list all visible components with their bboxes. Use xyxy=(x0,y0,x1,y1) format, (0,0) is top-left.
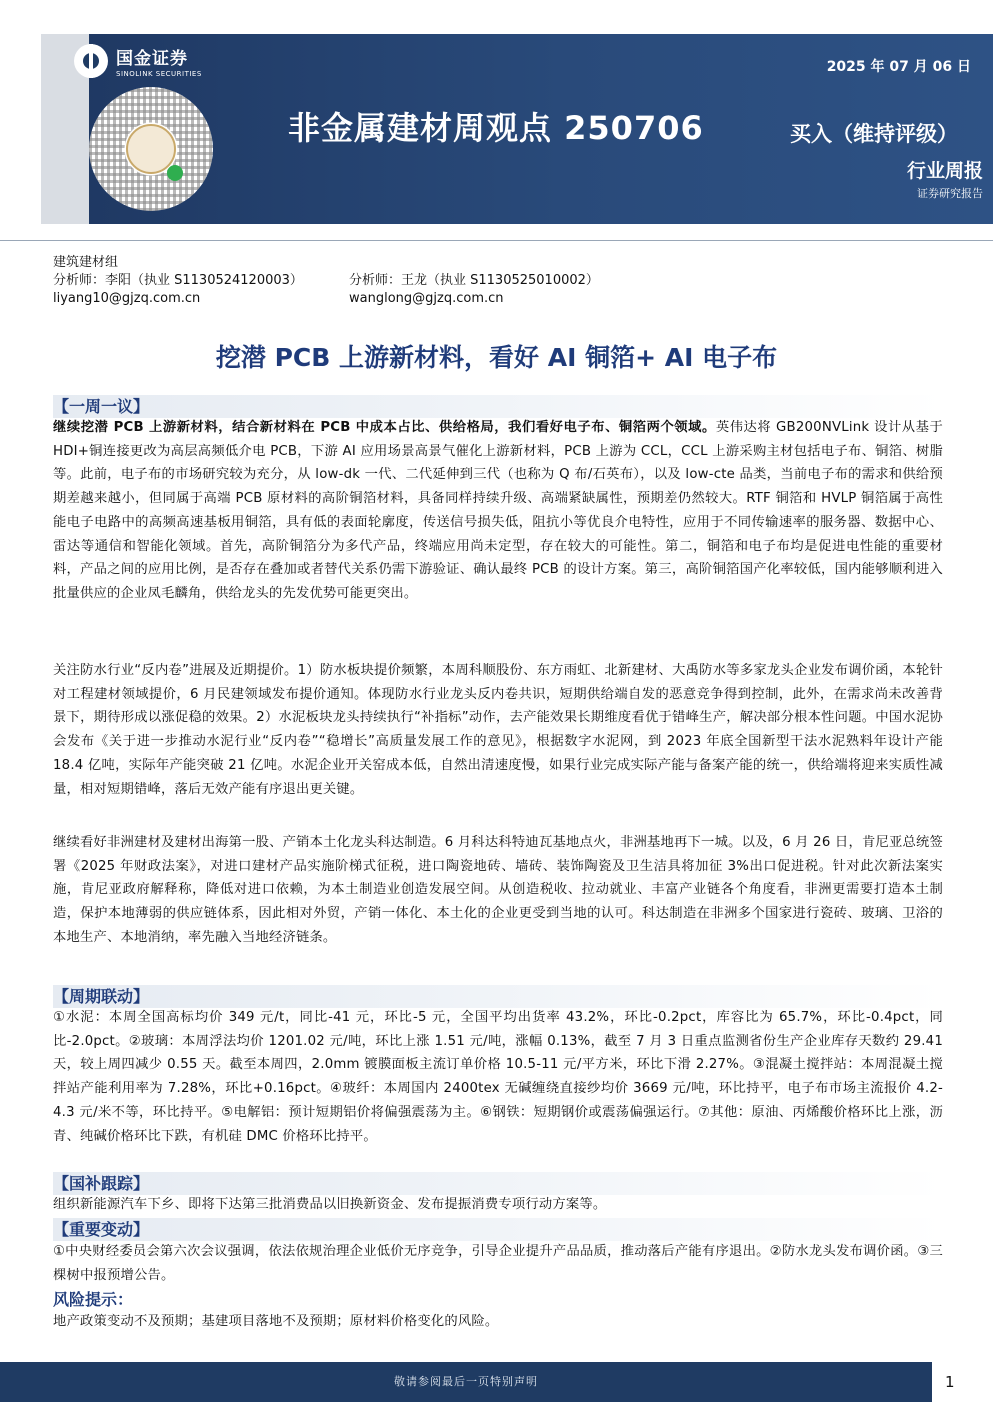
changes-paragraph: ①中央财经委员会第六次会议强调，依法依规治理企业低价无序竞争，引导企业提升产品品质，推动落后产能有序退出。②防水龙头发布调价函。③三棵树中报预增公告。 xyxy=(53,1244,943,1283)
page-number: 1 xyxy=(945,1373,955,1391)
risk-paragraph: 地产政策变动不及预期；基建项目落地不及预期；原材料价格变化的风险。 xyxy=(53,1314,499,1329)
logo-name-en: SINOLINK SECURITIES xyxy=(116,70,202,78)
weekly-paragraph-1 xyxy=(53,416,943,606)
subsidy-paragraph: 组织新能源汽车下乡、即将下达第三批消费品以旧换新资金、发布提振消费专项行动方案等。 xyxy=(53,1197,607,1212)
weekly-paragraph-2: 关注防水行业“反内卷”进展及近期提价。1）防水板块提价频繁，本周科顺股份、东方雨虹、北新建材、大禹防水等多家龙头企业发布调价函，本轮针对工程建材领域提价，6 月民建领域发布提价通知。体现防水行业龙头反内卷共识，短期供给端自发的恶意竞争得到控制，此外，在需求尚未改善背景下，期待形成以涨促稳的效果。2）水泥板块龙头持续执行“补指标”动作，去产能效果长期维度看优于错峰生产，解决部分根本性问题。中国水泥协会发布《关于进一步推动水泥行业“反内卷”“稳增长”高质量发展工作的意见》，根据数字水泥网，到 2023 年底全国新型干法水泥熟料年设计产能 18.4 亿吨，实际年产能突破 21 亿吨。水泥企业开关窑成本低，自然出清速度慢，如果行业完成实际产能与备案产能的统一，供给端将迎来实质性减量，相对短期错峰，落后无效产能有序退出更关键。 xyxy=(53,663,943,797)
section-heading-changes: 【重要变动】 xyxy=(53,1218,943,1241)
analyst-2-name: 分析师：王龙（执业 S1130525010002） xyxy=(349,273,599,288)
report-title: 非金属建材周观点 250706 xyxy=(288,109,704,147)
section-heading-weekly: 【一周一议】 xyxy=(53,395,943,418)
wechat-badge-icon xyxy=(167,165,183,181)
footer-notice: 敬请参阅最后一页特别声明 xyxy=(0,1362,932,1402)
logo-name-cn: 国金证券 xyxy=(116,49,188,69)
cycle-paragraph: ①水泥：本周全国高标均价 349 元/t，同比-41 元，环比-5 元，全国平均出货率 43.2%，环比-0.2pct，库容比为 65.7%，环比-0.4pct，同比-2.0pct。②玻璃：本周浮法均价 1201.02 元/吨，环比上涨 1.51 元/吨，涨幅 0.13%，截至 7 月 3 日重点监测省份生产企业库存天数约 29.41 天，较上周四减少 0.55 天。截至本周四，2.0mm 镀膜面板主流订单价格 10.5-11 元/平方米，环比下滑 2.27%。③混凝土搅拌站：本周混凝土搅拌站产能利用率为 7.28%，环比+0.16pct。④玻纤：本周国内 2400tex 无碱缠绕直接纱均价 3669 元/吨，环比持平，电子布市场主流报价 4.2-4.3 元/米不等，环比持平。⑤电解铝：预计短期铝价将偏强震荡为主。⑥钢铁：短期钢价或震荡偏强运行。⑦其他：原油、丙烯酸价格环比上涨，沥青、纯碱价格环比下跌，有机硅 DMC 价格环比持平。 xyxy=(53,1010,943,1144)
section-heading-cycle: 【周期联动】 xyxy=(53,985,943,1008)
report-date: 2025 年 07 月 06 日 xyxy=(826,59,971,75)
header-divider xyxy=(0,240,993,241)
analyst-block xyxy=(53,254,599,308)
analyst-2-email[interactable]: wanglong@gjzq.com.cn xyxy=(349,291,504,306)
logo-mark-icon xyxy=(74,44,108,78)
research-group: 建筑建材组 xyxy=(53,255,119,270)
weekly-paragraph-3: 继续看好非洲建材及建材出海第一股、产销本土化龙头科达制造。6 月科达科特迪瓦基地点火，非洲基地再下一城。以及，6 月 26 日，肯尼亚总统签署《2025 年财政法案》，对进口建材产品实施阶梯式征税，进口陶瓷地砖、墙砖、装饰陶瓷及卫生洁具将加征 3%出口促进税。针对此次新法案实施，肯尼亚政府解释称，降低对进口依赖，为本土制造业创造发展空间。从创造税收、拉动就业、丰富产业链各个角度看，非洲更需要打造本土制造，保护本地薄弱的供应链体系，因此相对外贸，产销一体化、本土化的企业更受到当地的认可。科达制造在非洲多个国家进行瓷砖、玻璃、卫浴的本地生产、本地消纳，率先融入当地经济链条。 xyxy=(53,835,943,945)
rating: 买入（维持评级） xyxy=(790,122,958,146)
weekly-paragraph-1-lead: 继续挖潜 PCB 上游新材料，结合新材料在 PCB 中成本占比、供给格局，我们看好电子布、铜箔两个领域。 xyxy=(53,420,716,435)
company-logo xyxy=(74,44,202,78)
headline: 挖潜 PCB 上游新材料，看好 AI 铜箔+ AI 电子布 xyxy=(215,343,778,372)
report-subtype: 证券研究报告 xyxy=(917,187,983,200)
section-heading-subsidy: 【国补跟踪】 xyxy=(53,1172,943,1195)
analyst-1-email[interactable]: liyang10@gjzq.com.cn xyxy=(53,291,201,306)
risk-heading: 风险提示： xyxy=(53,1290,134,1309)
report-type: 行业周报 xyxy=(906,160,983,182)
weekly-paragraph-1-body: 英伟达将 GB200NVLink 设计从基于 HDI+铜连接更改为高层高频低介电 PCB，下游 AI 应用场景高景气催化上游新材料，PCB 上游为 CCL，CCL 上游采购主材包括电子布、铜箔、树脂等。此前，电子布的市场研究较为充分，从 low-dk 一代、二代延伸到三代（也称为 Q 布/石英布），以及 low-cte 品类，当前电子布的需求和供给预期差越来越小，但同属于高端 PCB 原材料的高阶铜箔材料，具备同样持续升级、高端紧缺属性，预期差仍然较大。RTF 铜箔和 HVLP 铜箔属于高性能电子电路中的高频高速基板用铜箔，具有低的表面轮廓度，传送信号损失低，阻抗小等优良介电特性，应用于不同传输速率的服务器、数据中心、雷达等通信和智能化领域。首先，高阶铜箔分为多代产品，终端应用尚未定型，存在较大的可能性。第二，铜箔和电子布均是促进电性能的重要材料，产品之间的应用比例，是否存在叠加或者替代关系仍需下游验证、确认最终 PCB 的设计方案。第三，高阶铜箔国产化率较低，国内能够顺利进入批量供应的企业凤毛麟角，供给龙头的先发优势可能更突出。 xyxy=(53,420,943,601)
analyst-1-name: 分析师：李阳（执业 S1130524120003） xyxy=(53,273,303,288)
